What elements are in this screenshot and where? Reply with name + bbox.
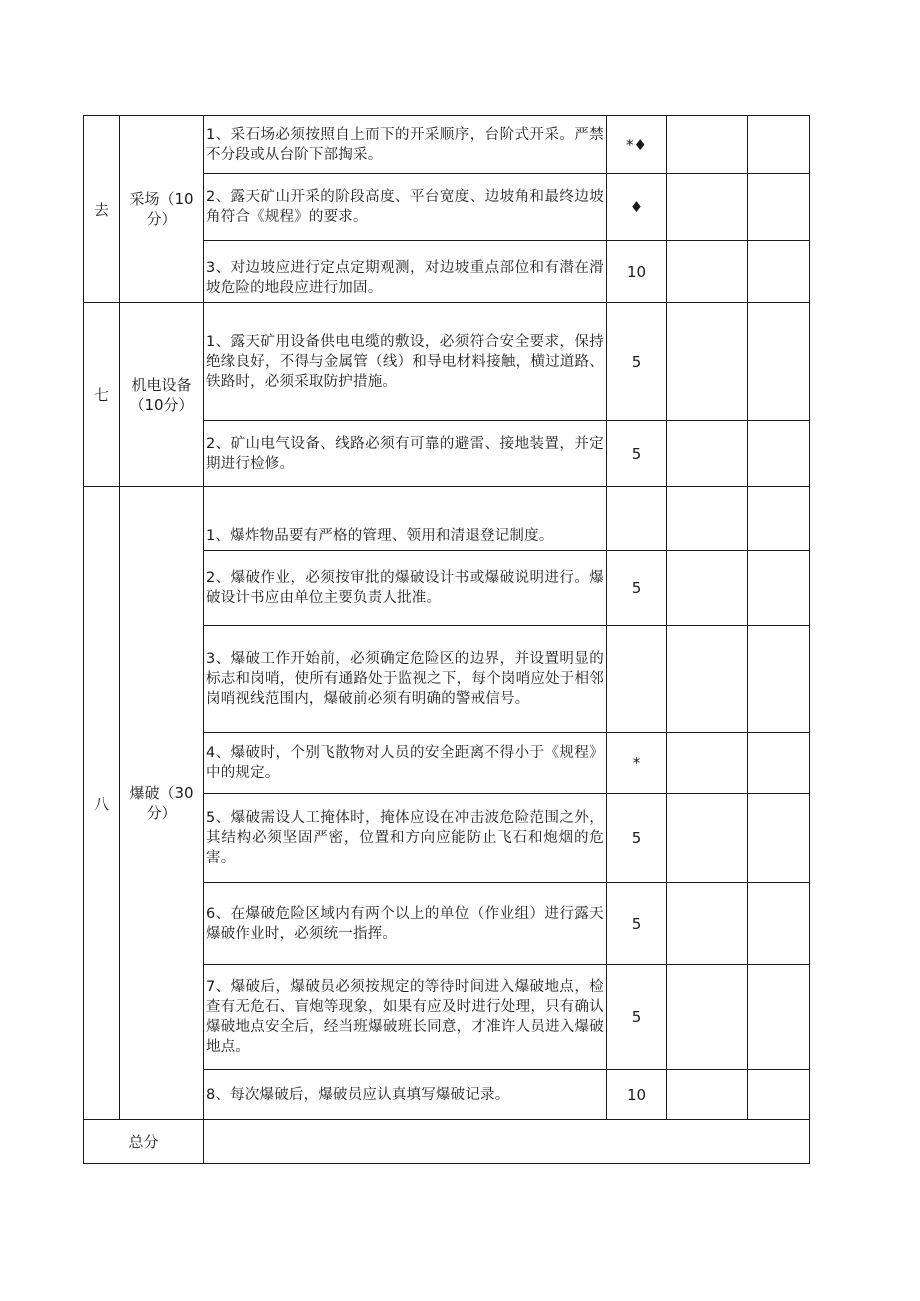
blank-cell [667,421,748,487]
blank-cell [667,551,748,626]
check-item: 6、在爆破危险区域内有两个以上的单位（作业组）进行露天爆破作业时，必须统一指挥。 [204,883,607,965]
check-item: 1、露天矿用设备供电电缆的敷设，必须符合安全要求，保持绝缘良好，不得与金属管（线）和导电材料接触，横过道路、铁路时，必须采取防护措施。 [204,303,607,421]
blank-cell [667,303,748,421]
blank-cell [667,1070,748,1120]
table-row [84,116,810,174]
check-item: 2、露天矿山开采的阶段高度、平台宽度、边坡角和最终边坡角符合《规程》的要求。 [204,174,607,241]
blank-cell [748,626,810,733]
blank-cell [748,883,810,965]
blank-cell [748,1070,810,1120]
blank-cell [748,174,810,241]
blank-cell [667,116,748,174]
blank-cell [748,421,810,487]
section-number: 七 [84,303,120,487]
blank-cell [667,241,748,303]
check-item: 3、对边坡应进行定点定期观测，对边坡重点部位和有潜在滑坡危险的地段应进行加固。 [204,241,607,303]
blank-cell [748,794,810,883]
section-number: 八 [84,487,120,1120]
item-score [607,626,667,733]
total-row [84,1120,810,1164]
check-item: 8、每次爆破后，爆破员应认真填写爆破记录。 [204,1070,607,1120]
blank-cell [667,794,748,883]
check-item: 3、爆破工作开始前，必须确定危险区的边界，并设置明显的标志和岗哨，使所有通路处于监视之下，每个岗哨应处于相邻岗哨视线范围内，爆破前必须有明确的警戒信号。 [204,626,607,733]
blank-cell [748,551,810,626]
blank-cell [748,241,810,303]
section-category: 机电设备（10分） [120,303,204,487]
section-number: 去 [84,116,120,303]
table-row [84,303,810,421]
check-item: 5、爆破需设人工掩体时，掩体应设在冲击波危险范围之外，其结构必须坚固严密，位置和方向应能防止飞石和炮烟的危害。 [204,794,607,883]
item-score: 5 [607,303,667,421]
blank-cell [667,883,748,965]
item-score: ♦ [607,174,667,241]
blank-cell [748,965,810,1070]
check-item: 4、爆破时，个别飞散物对人员的安全距离不得小于《规程》中的规定。 [204,733,607,794]
blank-cell [748,733,810,794]
section-category: 爆破（30分） [120,487,204,1120]
check-item: 1、采石场必须按照自上而下的开采顺序，台阶式开采。严禁不分段或从台阶下部掏采。 [204,116,607,174]
item-score: 5 [607,551,667,626]
blank-cell [748,303,810,421]
check-item: 1、爆炸物品要有严格的管理、领用和清退登记制度。 [204,487,607,551]
item-score: * [607,733,667,794]
item-score: 5 [607,883,667,965]
table-row [84,487,810,551]
blank-cell [667,626,748,733]
blank-cell [667,733,748,794]
blank-cell [667,174,748,241]
item-score [607,487,667,551]
blank-cell [667,965,748,1070]
blank-cell [667,487,748,551]
safety-score-table [83,115,810,1164]
blank-cell [748,487,810,551]
section-category: 采场（10分） [120,116,204,303]
item-score: *♦ [607,116,667,174]
total-value-cell [204,1120,810,1164]
item-score: 10 [607,241,667,303]
check-item: 2、爆破作业，必须按审批的爆破设计书或爆破说明进行。爆破设计书应由单位主要负责人批准。 [204,551,607,626]
total-label: 总分 [84,1120,204,1164]
item-score: 10 [607,1070,667,1120]
check-item: 2、矿山电气设备、线路必须有可靠的避雷、接地装置，并定期进行检修。 [204,421,607,487]
item-score: 5 [607,794,667,883]
item-score: 5 [607,965,667,1070]
item-score: 5 [607,421,667,487]
check-item: 7、爆破后，爆破员必须按规定的等待时间进入爆破地点，检查有无危石、盲炮等现象，如果有应及时进行处理，只有确认爆破地点安全后，经当班爆破班长同意，才准许人员进入爆破地点。 [204,965,607,1070]
blank-cell [748,116,810,174]
